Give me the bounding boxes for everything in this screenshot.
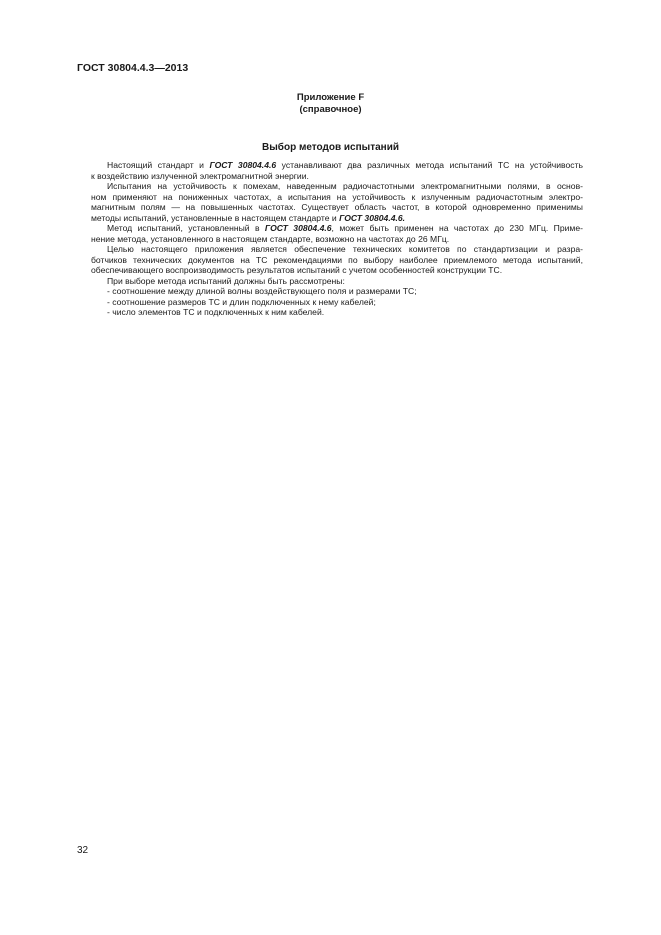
paragraph-4 bbox=[91, 244, 583, 276]
paragraph-4-line-2: ботчиков технических документов на ТС рекомендациями по выбору наиболее приемлемого метода испытаний, bbox=[91, 254, 583, 265]
standard-code-header: ГОСТ 30804.4.3—2013 bbox=[77, 62, 189, 74]
standard-reference: ГОСТ 30804.4.6 bbox=[209, 160, 277, 170]
paragraph-1-line-1 bbox=[91, 160, 583, 171]
body-text bbox=[91, 160, 583, 318]
paragraph-2-line-3: магнитным полям — на повышенных частотах. Существует область частот, в которой одновременно применимы bbox=[91, 202, 583, 212]
text-run: устанавливают два различных метода испытаний ТС на устойчивость bbox=[276, 160, 583, 170]
paragraph-2-line-4 bbox=[75, 213, 583, 224]
text-run: методы испытаний, установленные в настоящем стандарте и bbox=[91, 212, 340, 223]
standard-reference: ГОСТ 30804.4.6 bbox=[264, 223, 332, 233]
list-item: - соотношение размеров ТС и длин подключенных к нему кабелей; bbox=[107, 296, 376, 307]
paragraph-1-line-2: к воздействию излученной электромагнитной энергии. bbox=[91, 170, 309, 181]
list-item: - соотношение между длиной волны воздействующего поля и размерами ТС; bbox=[107, 286, 417, 296]
paragraph-3-line-1 bbox=[91, 223, 583, 234]
paragraph-1 bbox=[91, 160, 583, 181]
paragraph-3 bbox=[91, 223, 583, 244]
paragraph-4-line-1: Целью настоящего приложения является обеспечение технических комитетов по стандартизации и разра- bbox=[107, 244, 583, 254]
paragraph-4-line-3: обеспечивающего воспроизводимость результатов испытаний с учетом особенностей конструкции ТС. bbox=[91, 265, 503, 275]
paragraph-3-line-2: нение метода, установленного в настоящем стандарте, возможно на частотах до 26 МГц. bbox=[91, 233, 450, 244]
appendix-subtitle: (справочное) bbox=[299, 104, 362, 115]
text-run: Настоящий стандарт и bbox=[107, 160, 210, 170]
paragraph-2 bbox=[91, 181, 583, 223]
paragraph-2-line-2: ном применяют на пониженных частотах, а испытания на устойчивость к излученным радиочастотным электро- bbox=[91, 191, 583, 202]
section-title: Выбор методов испытаний bbox=[262, 142, 399, 153]
text-run: Метод испытаний, установленный в bbox=[107, 223, 265, 233]
page-number: 32 bbox=[77, 845, 89, 856]
text-run: , может быть применен на частотах до 230 МГц. Приме- bbox=[331, 223, 583, 233]
standard-reference: ГОСТ 30804.4.6. bbox=[339, 212, 406, 223]
list-item: - число элементов ТС и подключенных к ним кабелей. bbox=[107, 307, 325, 317]
appendix-title: Приложение F bbox=[296, 92, 365, 103]
paragraph-2-line-1: Испытания на устойчивость к помехам, наведенным радиочастотными электромагнитными полями, в основ- bbox=[107, 181, 583, 191]
paragraph-5: При выборе метода испытаний должны быть рассмотрены: bbox=[107, 275, 345, 286]
